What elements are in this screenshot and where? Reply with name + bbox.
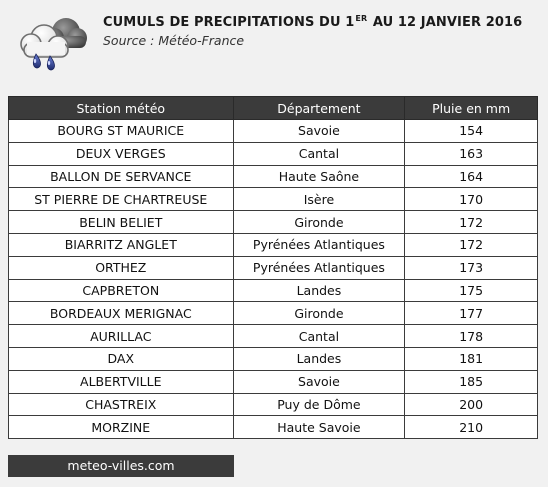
- station-cell: ST PIERRE DE CHARTREUSE: [9, 188, 234, 211]
- station-cell: CAPBRETON: [9, 279, 234, 302]
- departement-cell: Haute Saône: [233, 165, 405, 188]
- table-row: [9, 188, 538, 211]
- station-cell: BORDEAUX MERIGNAC: [9, 302, 234, 325]
- header-departement: Département: [233, 97, 405, 120]
- header-station: Station météo: [9, 97, 234, 120]
- station-cell: BIARRITZ ANGLET: [9, 233, 234, 256]
- departement-cell: Gironde: [233, 302, 405, 325]
- departement-cell: Cantal: [233, 325, 405, 348]
- table-row: [9, 279, 538, 302]
- rain-mm-cell: 178: [405, 325, 538, 348]
- station-cell: BOURG ST MAURICE: [9, 120, 234, 143]
- table-row: [9, 165, 538, 188]
- table-row: [9, 416, 538, 439]
- page-title: [103, 14, 522, 30]
- station-cell: BALLON DE SERVANCE: [9, 165, 234, 188]
- rain-mm-cell: 200: [405, 393, 538, 416]
- rain-mm-cell: 172: [405, 233, 538, 256]
- title-end: AU 12 JANVIER 2016: [372, 15, 523, 30]
- departement-cell: Savoie: [233, 120, 405, 143]
- rain-mm-cell: 177: [405, 302, 538, 325]
- header-pluie: Pluie en mm: [405, 97, 538, 120]
- table-row: [9, 233, 538, 256]
- station-cell: ALBERTVILLE: [9, 370, 234, 393]
- title-superscript: ER: [355, 14, 368, 23]
- rain-mm-cell: 175: [405, 279, 538, 302]
- rain-mm-cell: 154: [405, 120, 538, 143]
- rain-mm-cell: 173: [405, 256, 538, 279]
- page-header: [0, 0, 548, 90]
- rain-mm-cell: 172: [405, 211, 538, 234]
- departement-cell: Landes: [233, 347, 405, 370]
- station-cell: MORZINE: [9, 416, 234, 439]
- site-credit: meteo-villes.com: [8, 455, 234, 477]
- table-header-row: [9, 97, 538, 120]
- source-label: Source : Météo-France: [103, 33, 245, 48]
- rain-cloud-icon: [14, 10, 92, 74]
- station-cell: BELIN BELIET: [9, 211, 234, 234]
- departement-cell: Isère: [233, 188, 405, 211]
- precipitation-table: [8, 96, 538, 439]
- departement-cell: Gironde: [233, 211, 405, 234]
- rain-mm-cell: 164: [405, 165, 538, 188]
- table-row: [9, 302, 538, 325]
- rain-mm-cell: 210: [405, 416, 538, 439]
- table-row: [9, 370, 538, 393]
- departement-cell: Cantal: [233, 142, 405, 165]
- rain-mm-cell: 181: [405, 347, 538, 370]
- departement-cell: Pyrénées Atlantiques: [233, 233, 405, 256]
- rain-mm-cell: 185: [405, 370, 538, 393]
- title-start: CUMULS DE PRECIPITATIONS DU 1: [103, 15, 355, 30]
- table-row: [9, 347, 538, 370]
- table-row: [9, 393, 538, 416]
- station-cell: ORTHEZ: [9, 256, 234, 279]
- table-row: [9, 120, 538, 143]
- station-cell: AURILLAC: [9, 325, 234, 348]
- departement-cell: Pyrénées Atlantiques: [233, 256, 405, 279]
- table-row: [9, 142, 538, 165]
- table-row: [9, 256, 538, 279]
- departement-cell: Puy de Dôme: [233, 393, 405, 416]
- rain-mm-cell: 170: [405, 188, 538, 211]
- station-cell: DAX: [9, 347, 234, 370]
- table-row: [9, 211, 538, 234]
- departement-cell: Landes: [233, 279, 405, 302]
- departement-cell: Haute Savoie: [233, 416, 405, 439]
- station-cell: DEUX VERGES: [9, 142, 234, 165]
- table-row: [9, 325, 538, 348]
- departement-cell: Savoie: [233, 370, 405, 393]
- station-cell: CHASTREIX: [9, 393, 234, 416]
- rain-mm-cell: 163: [405, 142, 538, 165]
